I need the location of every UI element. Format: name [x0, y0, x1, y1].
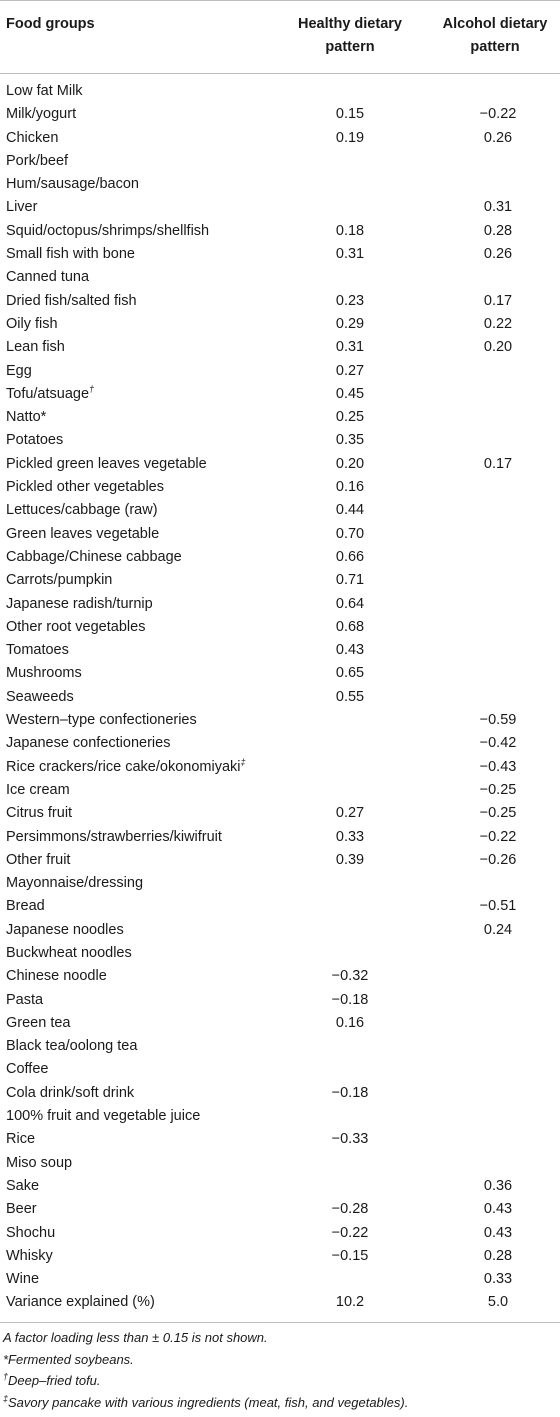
food-group-name: Squid/octopus/shrimps/shellfish: [6, 222, 210, 239]
healthy-loading-cell: 0.35: [335, 432, 365, 449]
header-food-groups: Food groups: [6, 16, 95, 32]
alcohol-loading-cell: 0.17: [483, 292, 513, 309]
table-row: [0, 429, 560, 452]
food-group-cell: [6, 919, 124, 942]
healthy-loading-cell: 0.68: [335, 618, 365, 635]
food-group-cell: [6, 453, 207, 476]
table-footnotes: [3, 1327, 408, 1413]
table-row: [0, 1291, 560, 1314]
food-group-name: Lean fish: [6, 339, 65, 356]
table-row: [0, 360, 560, 383]
food-group-name: Green leaves vegetable: [6, 525, 160, 542]
table-row: [0, 220, 560, 243]
alcohol-loading-cell: 0.36: [483, 1177, 513, 1194]
table-row: [0, 662, 560, 685]
alcohol-loading-cell: −0.22: [479, 828, 517, 845]
table-row: [0, 895, 560, 918]
food-group-cell: [6, 569, 112, 592]
table-row: [0, 313, 560, 336]
healthy-loading-cell: 0.55: [335, 688, 365, 705]
food-group-name: Liver: [6, 199, 38, 216]
alcohol-loading-cell: −0.25: [479, 781, 517, 798]
food-group-cell: [6, 127, 58, 150]
food-group-name: Potatoes: [6, 432, 64, 449]
healthy-loading-cell: −0.18: [331, 1084, 369, 1101]
table-header: [0, 0, 560, 73]
food-group-cell: [6, 1105, 200, 1128]
alcohol-loading-cell: −0.43: [479, 758, 517, 775]
food-group-cell: [6, 150, 68, 173]
healthy-loading-cell: 0.31: [335, 246, 365, 263]
table-row: [0, 1012, 560, 1035]
food-group-name: Milk/yogurt: [6, 106, 77, 123]
food-group-name: Other fruit: [6, 851, 71, 868]
food-group-name: Miso soup: [6, 1154, 73, 1171]
food-group-name: Pasta: [6, 991, 44, 1008]
food-group-cell: [6, 1268, 39, 1291]
table-row: [0, 406, 560, 429]
food-group-cell: [6, 1245, 53, 1268]
table-row: [0, 453, 560, 476]
food-group-cell: [6, 965, 107, 988]
food-group-name: Ice cream: [6, 781, 70, 798]
alcohol-loading-cell: −0.59: [479, 712, 517, 729]
alcohol-loading-cell: 0.31: [483, 199, 513, 216]
alcohol-loading-cell: −0.25: [479, 805, 517, 822]
header-healthy-line1: Healthy dietary: [298, 16, 402, 32]
food-group-name: Seaweeds: [6, 688, 74, 705]
table-row: [0, 593, 560, 616]
footnote-tofu-text: Deep–fried tofu.: [8, 1373, 101, 1388]
food-group-name: Japanese noodles: [6, 921, 124, 938]
food-group-cell: [6, 1012, 71, 1035]
alcohol-loading-cell: 0.28: [483, 1247, 513, 1264]
food-group-name: Small fish with bone: [6, 246, 135, 263]
food-group-cell: [6, 196, 37, 219]
footnote-pancake: [3, 1392, 408, 1414]
table-row: [0, 1035, 560, 1058]
food-group-name: Mayonnaise/dressing: [6, 875, 144, 892]
table-row: [0, 499, 560, 522]
food-group-name: Tofu/atsuage: [6, 385, 90, 402]
food-group-name: Cabbage/Chinese cabbage: [6, 548, 182, 565]
table-row: [0, 989, 560, 1012]
food-group-name: Natto*: [6, 409, 47, 426]
food-group-cell: [6, 266, 89, 289]
healthy-loading-cell: 10.2: [335, 1294, 365, 1311]
food-group-name: Chinese noodle: [6, 968, 107, 985]
healthy-loading-cell: 0.44: [335, 502, 365, 519]
healthy-loading-cell: −0.22: [331, 1224, 369, 1241]
food-group-cell: [6, 523, 159, 546]
footnote-pancake-text: Savory pancake with various ingredients (meat, fish, and vegetables).: [8, 1394, 409, 1410]
table-row: [0, 569, 560, 592]
food-group-name: Pickled green leaves vegetable: [6, 455, 207, 472]
food-group-cell: [6, 662, 82, 685]
food-group-name: Pork/beef: [6, 152, 69, 169]
food-group-name: Whisky: [6, 1247, 53, 1264]
alcohol-loading-cell: −0.26: [479, 851, 517, 868]
table-row: [0, 1128, 560, 1151]
food-group-cell: [6, 476, 164, 499]
food-group-cell: [6, 872, 143, 895]
food-group-cell: [6, 429, 63, 452]
food-group-cell: [6, 1152, 72, 1175]
healthy-loading-cell: −0.18: [331, 991, 369, 1008]
food-group-name: Buckwheat noodles: [6, 944, 132, 961]
food-group-name: Japanese radish/turnip: [6, 595, 153, 612]
healthy-loading-cell: 0.64: [335, 595, 365, 612]
food-group-name: Carrots/pumpkin: [6, 572, 113, 589]
food-group-cell: [6, 1058, 48, 1081]
table-row: [0, 965, 560, 988]
table-row: [0, 103, 560, 126]
food-group-name: Shochu: [6, 1224, 56, 1241]
food-group-name: Cola drink/soft drink: [6, 1084, 135, 1101]
food-group-name: Tomatoes: [6, 642, 69, 659]
table-row: [0, 872, 560, 895]
table-row: [0, 1152, 560, 1175]
food-group-name: Rice: [6, 1131, 36, 1148]
table-row: [0, 150, 560, 173]
table-row: [0, 1058, 560, 1081]
healthy-loading-cell: 0.27: [335, 362, 365, 379]
healthy-loading-cell: 0.16: [335, 1014, 365, 1031]
food-group-cell: [6, 942, 132, 965]
food-group-cell: [6, 849, 70, 872]
table-row: [0, 942, 560, 965]
healthy-loading-cell: 0.70: [335, 525, 365, 542]
food-group-name: Pickled other vegetables: [6, 479, 164, 496]
healthy-loading-cell: 0.18: [335, 222, 365, 239]
healthy-loading-cell: 0.71: [335, 572, 365, 589]
food-group-name: Sake: [6, 1177, 40, 1194]
food-group-name: Citrus fruit: [6, 805, 73, 822]
table-row: [0, 709, 560, 732]
food-group-name: Oily fish: [6, 315, 58, 332]
healthy-loading-cell: 0.33: [335, 828, 365, 845]
table-row: [0, 686, 560, 709]
food-group-cell: [6, 709, 197, 732]
table-body: [0, 80, 560, 1315]
food-group-name: Rice crackers/rice cake/okonomiyaki: [6, 758, 241, 775]
table-row: [0, 1198, 560, 1221]
food-group-name: Other root vegetables: [6, 618, 146, 635]
healthy-loading-cell: −0.33: [331, 1131, 369, 1148]
food-group-name: Western–type confectioneries: [6, 712, 197, 729]
food-group-cell: [6, 616, 145, 639]
alcohol-loading-cell: 0.20: [483, 339, 513, 356]
footnote-marker: ‡: [240, 756, 246, 767]
food-group-cell: [6, 1222, 55, 1245]
table-row: [0, 1268, 560, 1291]
food-group-name: Wine: [6, 1271, 40, 1288]
table-row: [0, 802, 560, 825]
food-group-cell: [6, 826, 222, 849]
food-group-cell: [6, 546, 182, 569]
food-group-cell: [6, 313, 58, 336]
alcohol-loading-cell: 0.22: [483, 315, 513, 332]
header-alcohol-pattern: [420, 13, 560, 59]
alcohol-loading-cell: 0.43: [483, 1224, 513, 1241]
food-group-cell: [6, 1035, 137, 1058]
table-row: [0, 266, 560, 289]
footnote-loading: A factor loading less than ± 0.15 is not shown.: [3, 1330, 268, 1345]
healthy-loading-cell: −0.32: [331, 968, 369, 985]
food-group-name: Egg: [6, 362, 32, 379]
healthy-loading-cell: 0.19: [335, 129, 365, 146]
healthy-loading-cell: 0.23: [335, 292, 365, 309]
healthy-loading-cell: 0.16: [335, 479, 365, 496]
healthy-loading-cell: 0.65: [335, 665, 365, 682]
header-rule: [0, 73, 560, 74]
food-group-cell: [6, 686, 74, 709]
food-group-cell: [6, 1082, 134, 1105]
table-row: [0, 732, 560, 755]
food-group-cell: [6, 383, 94, 406]
alcohol-loading-cell: 0.17: [483, 455, 513, 472]
alcohol-loading-cell: 0.43: [483, 1201, 513, 1218]
food-group-name: Green tea: [6, 1014, 71, 1031]
healthy-loading-cell: −0.28: [331, 1201, 369, 1218]
table-row: [0, 756, 560, 779]
table-row: [0, 336, 560, 359]
food-group-cell: [6, 593, 153, 616]
healthy-loading-cell: −0.15: [331, 1247, 369, 1264]
footnote-natto: *Fermented soybeans.: [3, 1351, 134, 1367]
table-row: [0, 546, 560, 569]
alcohol-loading-cell: 0.33: [483, 1271, 513, 1288]
food-group-cell: [6, 639, 69, 662]
healthy-loading-cell: 0.20: [335, 455, 365, 472]
footnote-tofu: [3, 1370, 408, 1392]
food-group-cell: [6, 173, 139, 196]
table-row: [0, 1245, 560, 1268]
table-row: [0, 1222, 560, 1245]
healthy-loading-cell: 0.43: [335, 642, 365, 659]
header-alcohol-line2: pattern: [470, 39, 520, 55]
table-row: [0, 383, 560, 406]
healthy-loading-cell: 0.25: [335, 409, 365, 426]
alcohol-loading-cell: −0.42: [479, 735, 517, 752]
bottom-rule: [0, 1322, 560, 1323]
table-row: [0, 1082, 560, 1105]
food-group-name: Low fat Milk: [6, 83, 83, 99]
healthy-loading-cell: 0.27: [335, 805, 365, 822]
food-group-name: Hum/sausage/bacon: [6, 176, 139, 193]
food-group-cell: [6, 103, 76, 126]
table-row: [0, 779, 560, 802]
healthy-loading-cell: 0.15: [335, 106, 365, 123]
footnote-pancake-mark: ‡: [3, 1393, 9, 1404]
table-row: [0, 476, 560, 499]
table-row: [0, 523, 560, 546]
alcohol-loading-cell: 0.28: [483, 222, 513, 239]
healthy-loading-cell: 0.31: [335, 339, 365, 356]
alcohol-loading-cell: −0.51: [479, 898, 517, 915]
food-group-cell: [6, 499, 158, 522]
table-row: [0, 1175, 560, 1198]
healthy-loading-cell: 0.66: [335, 548, 365, 565]
header-healthy-pattern: [275, 13, 425, 59]
food-group-cell: [6, 360, 32, 383]
food-group-cell: [6, 243, 135, 266]
header-healthy-line2: pattern: [325, 39, 375, 55]
table-row: [0, 290, 560, 313]
food-group-cell: [6, 1291, 155, 1314]
table-row: [0, 243, 560, 266]
food-group-cell: [6, 1175, 39, 1198]
healthy-loading-cell: 0.39: [335, 851, 365, 868]
food-group-cell: [6, 1198, 37, 1221]
food-group-cell: [6, 895, 45, 918]
food-group-name: Japanese confectioneries: [6, 735, 171, 752]
header-alcohol-line1: Alcohol dietary: [442, 16, 548, 32]
food-group-name: Variance explained (%): [6, 1294, 155, 1311]
alcohol-loading-cell: −0.22: [479, 106, 517, 123]
alcohol-loading-cell: 0.24: [483, 921, 513, 938]
food-group-name: 100% fruit and vegetable juice: [6, 1108, 201, 1125]
food-group-name: Dried fish/salted fish: [6, 292, 137, 309]
table-row: [0, 196, 560, 219]
table-row: [0, 1105, 560, 1128]
food-group-cell: [6, 290, 137, 313]
food-group-name: Black tea/oolong tea: [6, 1038, 138, 1055]
footnote-marker: †: [89, 384, 95, 395]
food-group-name: Chicken: [6, 129, 59, 146]
healthy-loading-cell: 0.29: [335, 315, 365, 332]
food-group-cell: [6, 220, 209, 243]
food-group-cell: [6, 989, 43, 1012]
food-group-name: Coffee: [6, 1061, 49, 1078]
food-group-cell: [6, 732, 170, 755]
alcohol-loading-cell: 0.26: [483, 246, 513, 263]
food-group-name: Mushrooms: [6, 665, 82, 682]
table-row: [0, 639, 560, 662]
table-row: [0, 80, 560, 103]
food-group-cell: [6, 406, 46, 429]
food-group-cell: [6, 80, 83, 103]
table-row: [0, 919, 560, 942]
alcohol-loading-cell: 0.26: [483, 129, 513, 146]
food-group-cell: [6, 336, 65, 359]
food-group-name: Bread: [6, 898, 45, 915]
footnote-tofu-mark: †: [3, 1371, 9, 1382]
table-row: [0, 616, 560, 639]
table-row: [0, 826, 560, 849]
table-row: [0, 127, 560, 150]
table-row: [0, 173, 560, 196]
table-row: [0, 849, 560, 872]
food-group-cell: [6, 779, 70, 802]
food-group-name: Persimmons/strawberries/kiwifruit: [6, 828, 222, 845]
food-group-name: Lettuces/cabbage (raw): [6, 502, 158, 519]
food-group-cell: [6, 1128, 35, 1151]
healthy-loading-cell: 0.45: [335, 385, 365, 402]
food-group-name: Beer: [6, 1201, 37, 1218]
food-group-cell: [6, 756, 246, 779]
food-group-cell: [6, 802, 72, 825]
alcohol-loading-cell: 5.0: [487, 1294, 509, 1311]
food-group-name: Canned tuna: [6, 269, 90, 286]
